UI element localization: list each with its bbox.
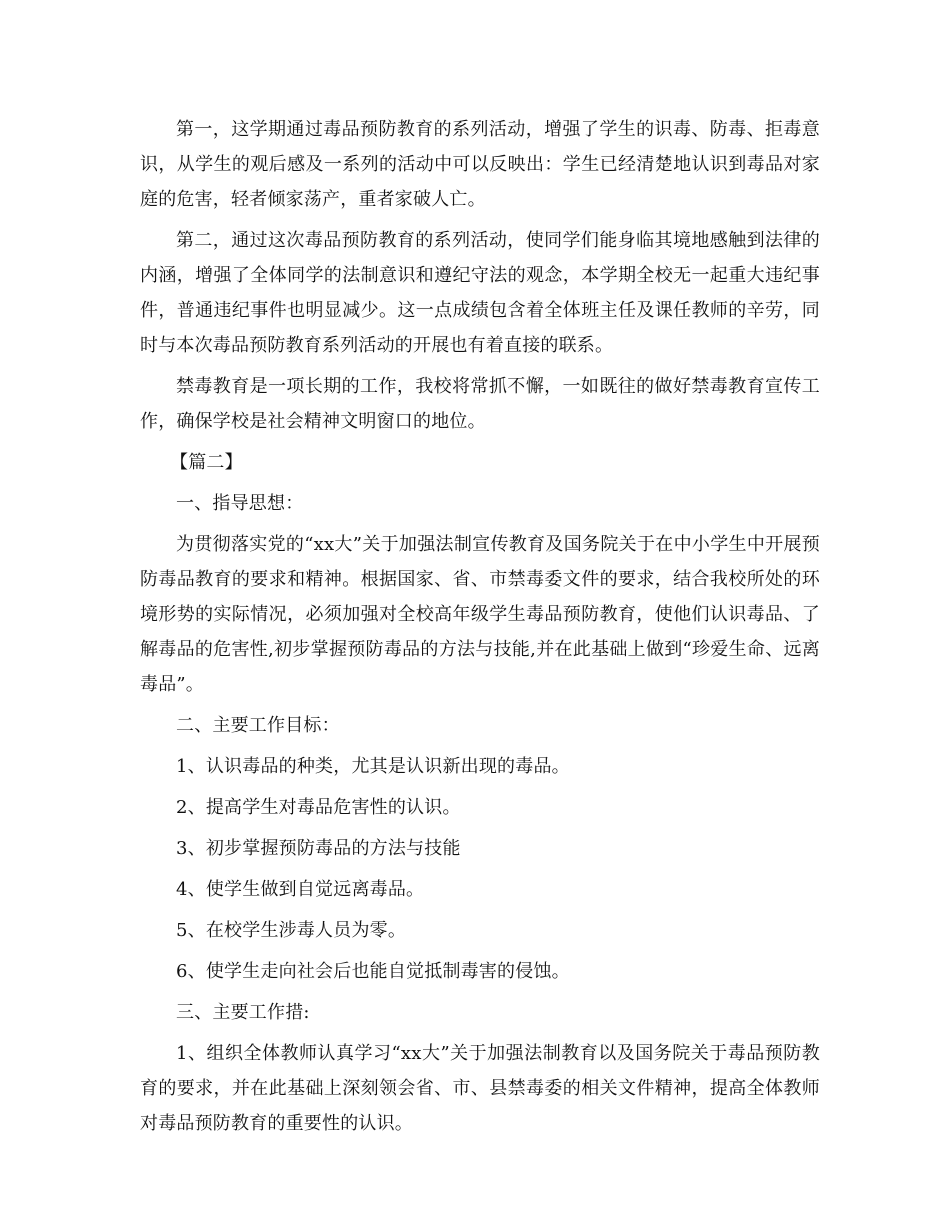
document-body [140,112,820,1147]
list-item-goal-4: 4、使学生做到自觉远离毒品。 [176,879,425,900]
heading-guiding-ideology: 一、指导思想： [176,493,304,514]
heading-main-goals: 二、主要工作目标： [176,715,340,736]
heading-main-measures: 三、主要工作措: [176,1002,310,1023]
list-item-goal-3: 3、初步掌握预防毒品的方法与技能 [176,838,461,859]
list-item-measure-1: 1、组织全体教师认真学习“xx大”关于加强法制教育以及国务院关于毒品预防教育的要求，并在此基础上深刻领会省、市、县禁毒委的相关文件精神，提高全体教师对毒品预防教育的重要性的认识。 [140,1043,820,1134]
paragraph-second-point: 第二，通过这次毒品预防教育的系列活动，使同学们能身临其境地感触到法律的内涵，增强了全体同学的法制意识和遵纪守法的观念，本学期全校无一起重大违纪事件，普通违纪事件也明显减少。这一点成绩包含着全体班主任及课任教师的辛劳，同时与本次毒品预防教育系列活动的开展也有着直接的联系。 [140,230,820,356]
paragraph-guiding-ideology: 为贯彻落实党的“xx大”关于加强法制宣传教育及国务院关于在中小学生中开展预防毒品教育的要求和精神。根据国家、省、市禁毒委文件的要求，结合我校所处的环境形势的实际情况，必须加强对全校高年级学生毒品预防教育，使他们认识毒品、了解毒品的危害性,初步掌握预防毒品的方法与技能,并在此基础上做到“珍爱生命、远离毒品”。 [140,534,820,695]
paragraph-conclusion: 禁毒教育是一项长期的工作，我校将常抓不懈，一如既往的做好禁毒教育宣传工作，确保学校是社会精神文明窗口的地位。 [140,376,820,432]
list-item-goal-1: 1、认识毒品的种类，尤其是认识新出现的毒品。 [176,756,570,777]
paragraph-first-point: 第一，这学期通过毒品预防教育的系列活动，增强了学生的识毒、防毒、拒毒意识，从学生的观后感及一系列的活动中可以反映出：学生已经清楚地认识到毒品对家庭的危害，轻者倾家荡产，重者家破人亡。 [140,119,820,210]
section-heading-part-two: 【篇二】 [170,452,243,473]
list-item-goal-5: 5、在校学生涉毒人员为零。 [176,920,407,941]
list-item-goal-6: 6、使学生走向社会后也能自觉抵制毒害的侵蚀。 [176,961,570,982]
list-item-goal-2: 2、提高学生对毒品危害性的认识。 [176,797,461,818]
